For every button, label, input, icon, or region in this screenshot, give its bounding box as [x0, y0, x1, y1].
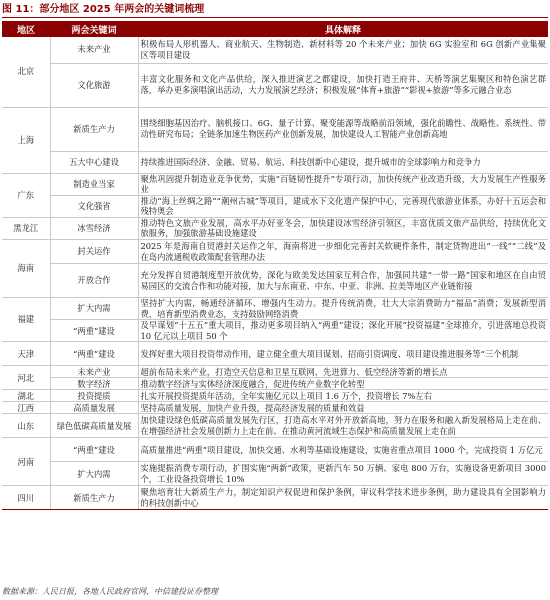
table-row [2, 342, 548, 366]
table-row [2, 217, 548, 239]
keyword-cell: 扩大内需 [50, 298, 138, 320]
table-row [2, 486, 548, 510]
table-row [2, 264, 548, 298]
keyword-cell: 未来产业 [50, 366, 138, 378]
keywords-table [2, 21, 548, 510]
table-row [2, 414, 548, 438]
keyword-cell: “两重”建设 [50, 342, 138, 366]
keyword-cell: 绿色低碳高质量发展 [50, 414, 138, 438]
region-cell: 广东 [2, 173, 50, 217]
keyword-cell: 制造业当家 [50, 173, 138, 195]
explanation-cell: 超前布局未来产业，打造空天信息和卫星互联网、先进算力、低空经济等新的增长点 [138, 366, 548, 378]
region-cell: 海南 [2, 240, 50, 298]
table-row [2, 240, 548, 264]
explanation-cell: 丰富文化服务和文化产品供给，深入推进演艺之都建设，加快打造王府井、天桥等演艺集聚区和特色演艺群落，举办更多演唱演出活动，大力发展演艺经济；积极发展“体育+旅游”“影视+旅游”等多元融合业态 [138, 63, 548, 107]
table-row [2, 107, 548, 151]
table-header [2, 21, 548, 37]
region-cell: 北京 [2, 37, 50, 107]
region-cell: 河北 [2, 366, 50, 390]
region-cell: 山东 [2, 414, 50, 438]
header-region: 地区 [2, 21, 50, 37]
explanation-cell: 发挥好重大项目投资带动作用，建立健全重大项目谋划、招商引资调度、项目建设推进服务等“三个机制 [138, 342, 548, 366]
region-cell: 天津 [2, 342, 50, 366]
explanation-cell: 实施提振消费专项行动，扩围实施“两新”政策，更新汽车 50 万辆、家电 800 万台，实施设备更新项目 3000 个，工业设备投资增长 10% [138, 462, 548, 486]
explanation-cell: 扎实开展投资提质年活动，全年实施亿元以上项目 1.6 万个，投资增长 7%左右 [138, 390, 548, 402]
keyword-cell: 开放合作 [50, 264, 138, 298]
explanation-cell: 聚焦巩固提升制造业竞争优势，实施“百链韧性提升”专项行动，加快传统产业改造升级，大力发展生产性服务业 [138, 173, 548, 195]
explanation-cell: 坚持高质量发展，加快产业升级，提高经济发展的质量和效益 [138, 402, 548, 414]
keyword-cell: 五大中心建设 [50, 151, 138, 173]
explanation-cell: 坚持扩大内需，畅通经济循环、增强内生动力。提升传统消费，壮大大宗消费助力“福品”消费；发展新型消费，培育新型消费业态，支持鼓励网络消费 [138, 298, 548, 320]
region-cell: 上海 [2, 107, 50, 173]
table-row [2, 63, 548, 107]
explanation-cell: 高质量推进“两重”项目建设，加快交通、水利等基础设施建设，实施省重点项目 1000 个，完成投资 1 万亿元 [138, 438, 548, 462]
keyword-cell: “两重”建设 [50, 438, 138, 462]
explanation-cell: 积极布局人形机器人、商业航天、生物制造、新材料等 20 个未来产业；加快 6G 实验室和 6G 创新产业集聚区等项目建设 [138, 37, 548, 63]
keyword-cell: 冰雪经济 [50, 217, 138, 239]
table-row [2, 298, 548, 320]
keyword-cell: 新质生产力 [50, 107, 138, 151]
explanation-cell: 推动“海上丝绸之路”“潮州古城”等项目，建成水下文化遗产保护中心，完善现代旅游业体系，办好十五运会和残特奥会 [138, 195, 548, 217]
explanation-cell: 充分发挥自贸港制度型开放优势，深化与欧美发达国家互利合作，加强同共建“一带一路”国家和地区在自由贸易园区的交流合作和功能对接，加大与东南亚、中东、中亚、非洲、拉美等地区产业链衔接 [138, 264, 548, 298]
header-keyword: 两会关键词 [50, 21, 138, 37]
table-row [2, 320, 548, 342]
region-cell: 湖北 [2, 390, 50, 402]
keyword-cell: 未来产业 [50, 37, 138, 63]
table-row [2, 390, 548, 402]
region-cell: 江西 [2, 402, 50, 414]
table-row [2, 366, 548, 378]
keyword-cell: 扩大内需 [50, 462, 138, 486]
table-body [2, 37, 548, 510]
region-cell: 黑龙江 [2, 217, 50, 239]
explanation-cell: 推动特色文旅产业发展，高水平办好亚冬会，加快建设冰雪经济引领区，丰富优质文旅产品供给，持续优化文旅服务，加强旅游基础设施建设 [138, 217, 548, 239]
region-cell: 河南 [2, 438, 50, 486]
explanation-cell: 推动数字经济与实体经济深度融合，促进传统产业数字化转型 [138, 378, 548, 390]
header-explanation: 具体解释 [138, 21, 548, 37]
region-cell: 福建 [2, 298, 50, 342]
keyword-cell: 封关运作 [50, 240, 138, 264]
keyword-cell: 文化强省 [50, 195, 138, 217]
keyword-cell: 数字经济 [50, 378, 138, 390]
keyword-cell: 文化旅游 [50, 63, 138, 107]
keyword-cell: “两重”建设 [50, 320, 138, 342]
table-row [2, 438, 548, 462]
explanation-cell: 围绕细胞基因治疗、脑机接口、6G、量子计算、聚变能源等战略前沿领域，强化前瞻性、战略性、系统性、带动性研究布局；全链条加速生物医药产业创新发展，加快建设人工智能产业创新高地 [138, 107, 548, 151]
region-cell: 四川 [2, 486, 50, 510]
table-row [2, 37, 548, 63]
explanation-cell: 持续推进国际经济、金融、贸易、航运、科技创新中心建设，提升城市的全球影响力和竞争力 [138, 151, 548, 173]
table-row [2, 195, 548, 217]
keyword-cell: 投资提质 [50, 390, 138, 402]
explanation-cell: 2025 年是海南自贸港封关运作之年，海南将进一步细化完善封关软硬件条件，制定货物进出“一线”“二线”及在岛内流通税收政策配套管理办法 [138, 240, 548, 264]
keyword-cell: 高质量发展 [50, 402, 138, 414]
figure-title: 图 11：部分地区 2025 年两会的关键词梳理 [2, 2, 548, 18]
table-row [2, 378, 548, 390]
explanation-cell: 聚焦培育壮大新质生产力，制定知识产权促进和保护条例，审议科学技术进步条例，助力建设具有全国影响力的科技创新中心 [138, 486, 548, 510]
explanation-cell: 加快建设绿色低碳高质量发展先行区，打造高水平对外开放新高地，努力在服务和融入新发展格局上走在前、在增强经济社会发展创新力上走在前、在推动黄河流域生态保护和高质量发展上走在前 [138, 414, 548, 438]
table-row [2, 402, 548, 414]
source-note: 数据来源：人民日报，各地人民政府官网，中信建投证券整理 [2, 587, 218, 596]
table-row [2, 173, 548, 195]
explanation-cell: 及早谋划“十五五”重大项目，推动更多项目纳入“两重”建设；深化开展“投资福建”全球推介，引进落地总投资 10 亿元以上项目 50 个 [138, 320, 548, 342]
keyword-cell: 新质生产力 [50, 486, 138, 510]
table-row [2, 151, 548, 173]
table-row [2, 462, 548, 486]
